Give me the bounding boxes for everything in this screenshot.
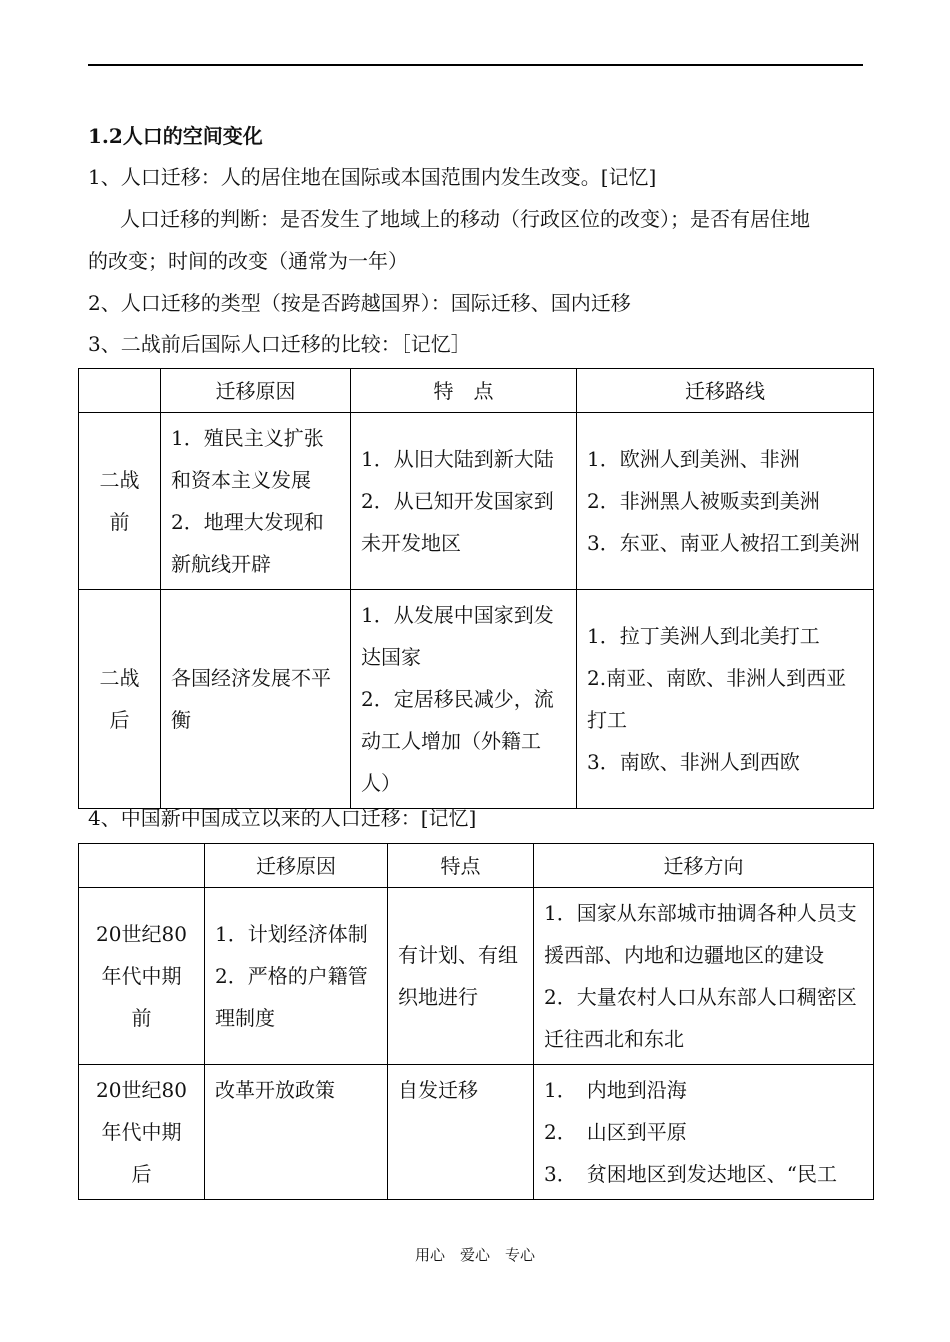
table-header-row	[79, 844, 874, 888]
list-item: 2．从已知开发国家到未开发地区	[361, 489, 554, 555]
list-item: 3．东亚、南亚人被招工到美洲	[587, 531, 860, 555]
section-title: 1.2人口的空间变化	[88, 124, 263, 148]
paragraph-judgement-line1: 人口迁移的判断：是否发生了地域上的移动（行政区位的改变）；是否有居住地	[120, 207, 810, 231]
page-footer: 用心 爱心 专心	[414, 1246, 535, 1264]
list-item: 1．欧洲人到美洲、非洲	[587, 447, 800, 471]
header-cell: 迁移方向	[534, 844, 874, 888]
list-item: 自发迁移	[398, 1078, 478, 1102]
list-item: 改革开放政策	[215, 1078, 335, 1102]
list-item: 2．地理大发现和新航线开辟	[171, 510, 324, 576]
list-item: 3．南欧、非洲人到西欧	[587, 750, 800, 774]
list-item: 1．从发展中国家到发达国家	[361, 603, 554, 669]
period-text: 年代中期	[101, 964, 182, 988]
period-text: 前	[109, 510, 130, 534]
paragraph-migration-types: 2、人口迁移的类型（按是否跨越国界）：国际迁移、国内迁移	[88, 291, 631, 315]
header-rule	[88, 64, 863, 66]
list-item: 各国经济发展不平衡	[171, 666, 331, 732]
reason-cell	[205, 888, 388, 1065]
header-cell: 特 点	[351, 369, 577, 413]
ww2-migration-table	[78, 368, 874, 809]
period-text: 二战	[99, 468, 140, 492]
list-item: 1．计划经济体制	[215, 922, 368, 946]
period-cell	[79, 590, 161, 809]
period-text: 20世纪80	[96, 922, 187, 946]
paragraph-migration-definition: 1、人口迁移：人的居住地在国际或本国范围内发生改变。[记忆]	[88, 165, 657, 189]
list-item: 3． 贫困地区到发达地区、“民工	[544, 1162, 837, 1186]
feature-cell	[351, 590, 577, 809]
table-row	[79, 413, 874, 590]
header-cell: 特点	[388, 844, 534, 888]
paragraph-judgement-line2: 的改变；时间的改变（通常为一年）	[88, 249, 408, 273]
feature-cell	[388, 1065, 534, 1200]
table-row	[79, 590, 874, 809]
header-cell: 迁移原因	[161, 369, 351, 413]
list-item: 1．国家从东部城市抽调各种人员支援西部、内地和边疆地区的建设	[544, 901, 857, 967]
header-cell: 迁移原因	[205, 844, 388, 888]
list-item: 2．非洲黑人被贩卖到美洲	[587, 489, 820, 513]
list-item: 1． 内地到沿海	[544, 1078, 687, 1102]
list-item: 有计划、有组织地进行	[398, 943, 518, 1009]
list-item: 1．从旧大陆到新大陆	[361, 447, 554, 471]
direction-cell	[534, 1065, 874, 1200]
table-row	[79, 1065, 874, 1200]
paragraph-ww2-comparison: 3、二战前后国际人口迁移的比较：［记忆］	[88, 332, 471, 356]
route-cell	[577, 590, 874, 809]
feature-cell	[388, 888, 534, 1065]
period-text: 年代中期	[101, 1120, 182, 1144]
reason-cell	[205, 1065, 388, 1200]
feature-cell	[351, 413, 577, 590]
reason-cell	[161, 590, 351, 809]
period-cell	[79, 413, 161, 590]
period-text: 后	[131, 1162, 152, 1186]
period-text: 前	[131, 1006, 152, 1030]
reason-cell	[161, 413, 351, 590]
list-item: 1．拉丁美洲人到北美打工	[587, 624, 820, 648]
route-cell	[577, 413, 874, 590]
paragraph-china-migration: 4、中国新中国成立以来的人口迁移：[记忆]	[88, 806, 477, 830]
list-item: 2．大量农村人口从东部人口稠密区迁往西北和东北	[544, 985, 857, 1051]
period-text: 二战	[99, 666, 140, 690]
china-migration-table	[78, 843, 874, 1200]
list-item: 2．严格的户籍管理制度	[215, 964, 368, 1030]
header-cell	[79, 844, 205, 888]
period-cell	[79, 1065, 205, 1200]
period-text: 后	[109, 708, 130, 732]
header-cell: 迁移路线	[577, 369, 874, 413]
list-item: 1．殖民主义扩张和资本主义发展	[171, 426, 324, 492]
list-item: 2.南亚、南欧、非洲人到西亚打工	[587, 666, 847, 732]
table-row	[79, 888, 874, 1065]
period-text: 20世纪80	[96, 1078, 187, 1102]
list-item: 2．定居移民减少，流动工人增加（外籍工人）	[361, 687, 554, 795]
table-header-row	[79, 369, 874, 413]
header-cell	[79, 369, 161, 413]
period-cell	[79, 888, 205, 1065]
direction-cell	[534, 888, 874, 1065]
list-item: 2． 山区到平原	[544, 1120, 687, 1144]
